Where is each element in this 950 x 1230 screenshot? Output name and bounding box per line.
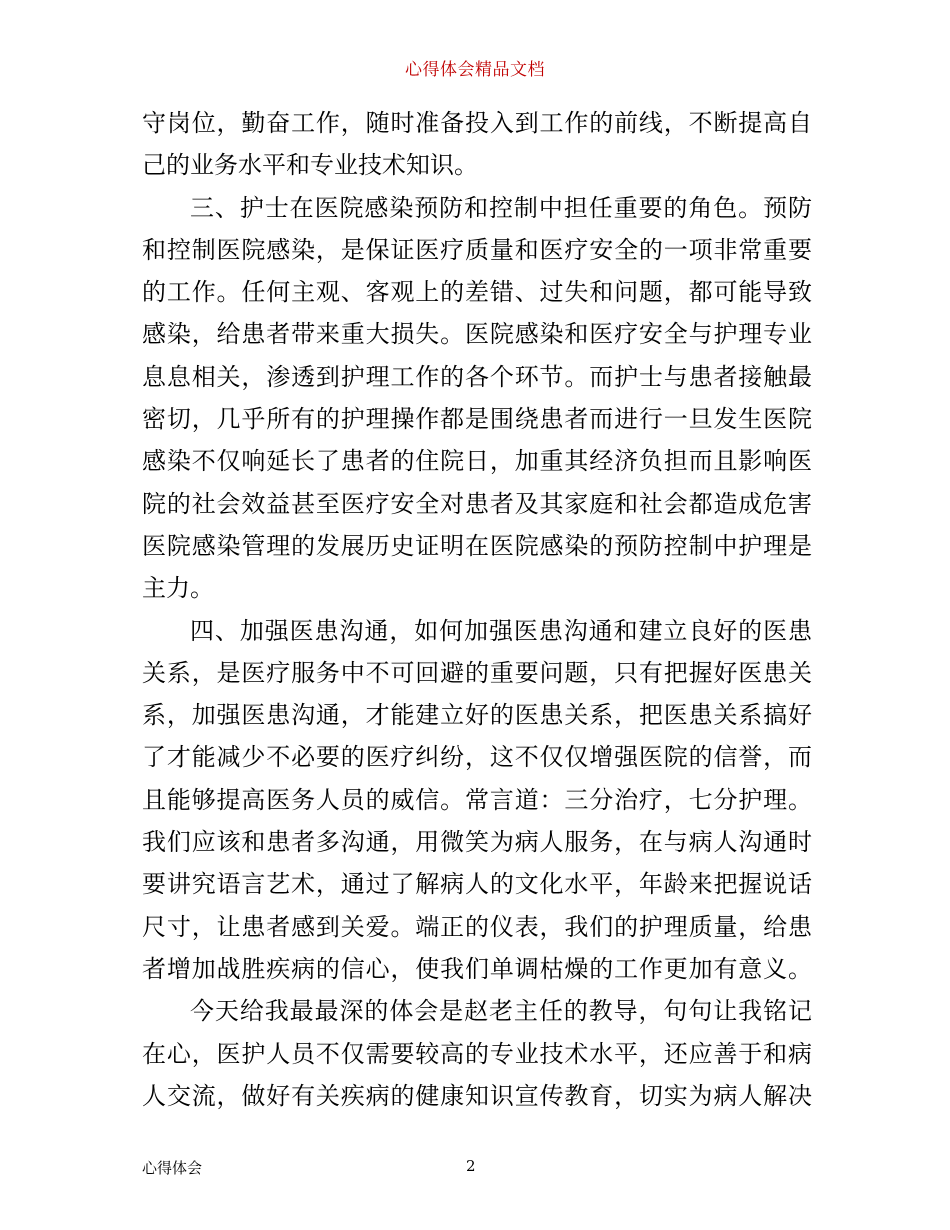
footer-label: 心得体会 xyxy=(142,1159,203,1177)
paragraph-start-line: 四、加强医患沟通，如何加强医患沟通和建立良好的医患 xyxy=(190,616,812,645)
text-line: 医院感染管理的发展历史证明在医院感染的预防控制中护理是 xyxy=(142,531,812,560)
text-line: 感染不仅响延长了患者的住院日，加重其经济负担而且影响医 xyxy=(142,447,812,476)
text-line: 的工作。任何主观、客观上的差错、过失和问题，都可能导致 xyxy=(142,278,812,307)
text-line: 密切，几乎所有的护理操作都是围绕患者而进行一旦发生医院 xyxy=(142,405,812,434)
text-line: 要讲究语言艺术，通过了解病人的文化水平，年龄来把握说话 xyxy=(142,870,812,899)
text-line: 己的业务水平和专业技术知识。 xyxy=(142,151,478,180)
text-line: 关系，是医疗服务中不可回避的重要问题，只有把握好医患关 xyxy=(142,658,812,687)
text-line: 息息相关，渗透到护理工作的各个环节。而护士与患者接触最 xyxy=(142,362,812,391)
text-line: 且能够提高医务人员的威信。常言道：三分治疗，七分护理。 xyxy=(142,785,812,814)
text-line: 感染，给患者带来重大损失。医院感染和医疗安全与护理专业 xyxy=(142,320,812,349)
text-line: 系，加强医患沟通，才能建立好的医患关系，把医患关系搞好 xyxy=(142,701,812,730)
text-line: 院的社会效益甚至医疗安全对患者及其家庭和社会都造成危害 xyxy=(142,489,812,518)
text-line: 主力。 xyxy=(142,574,214,603)
document-body xyxy=(142,102,812,1117)
text-line: 尺寸，让患者感到关爱。端正的仪表，我们的护理质量，给患 xyxy=(142,912,812,941)
paragraph-start-line: 今天给我最最深的体会是赵老主任的教导，句句让我铭记 xyxy=(190,997,812,1026)
document-header: 心得体会精品文档 xyxy=(405,60,545,80)
text-line: 我们应该和患者多沟通，用微笑为病人服务，在与病人沟通时 xyxy=(142,828,812,857)
paragraph-start-line: 三、护士在医院感染预防和控制中担任重要的角色。预防 xyxy=(190,193,812,222)
text-line: 了才能减少不必要的医疗纠纷，这不仅仅增强医院的信誉，而 xyxy=(142,743,812,772)
text-line: 和控制医院感染，是保证医疗质量和医疗安全的一项非常重要 xyxy=(142,235,812,264)
text-line: 人交流，做好有关疾病的健康知识宣传教育，切实为病人解决 xyxy=(142,1081,812,1110)
text-line: 在心，医护人员不仅需要较高的专业技术水平，还应善于和病 xyxy=(142,1039,812,1068)
text-line: 者增加战胜疾病的信心，使我们单调枯燥的工作更加有意义。 xyxy=(142,954,812,983)
text-line: 守岗位，勤奋工作，随时准备投入到工作的前线，不断提高自 xyxy=(142,109,812,137)
page-number: 2 xyxy=(466,1157,476,1175)
